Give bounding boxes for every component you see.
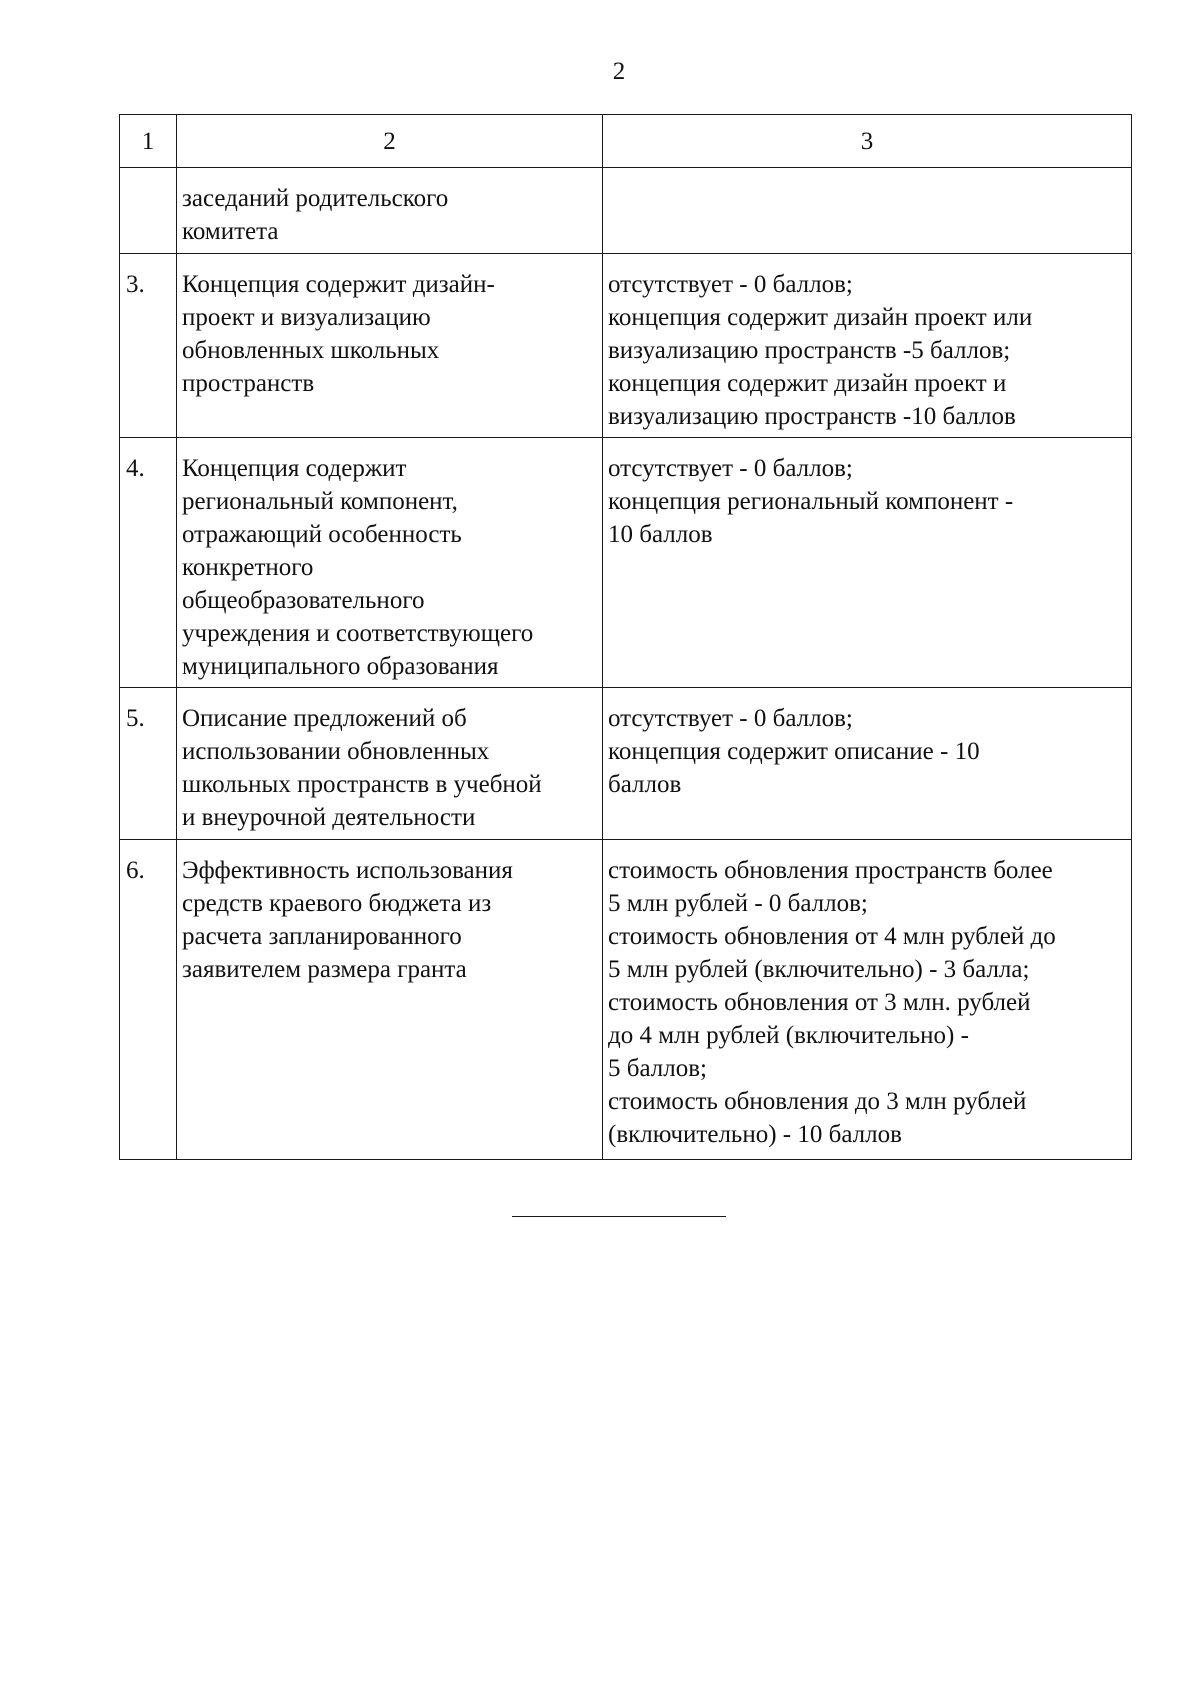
header-col-3: 3	[603, 115, 1132, 168]
row-number: 4.	[120, 438, 177, 688]
criterion-line: проект и визуализацию	[182, 304, 431, 331]
criterion-line: конкретного	[182, 554, 314, 581]
criteria-table	[119, 114, 1132, 1160]
scoring-line: стоимость обновления от 4 млн рублей до	[608, 923, 1056, 950]
table-header-row	[120, 115, 1132, 168]
criterion-line: пространств	[182, 370, 315, 397]
criterion-line: расчета запланированного	[182, 923, 462, 950]
row-number: 6.	[120, 840, 177, 1160]
criterion-line: комитета	[182, 218, 279, 245]
scoring-line: концепция содержит дизайн проект или	[608, 304, 1033, 331]
criterion-line: использовании обновленных	[182, 738, 490, 765]
criterion-cell	[177, 254, 603, 438]
criterion-line: Концепция содержит дизайн-	[182, 271, 495, 298]
scoring-line: концепция содержит описание - 10	[608, 738, 980, 765]
page-number: 2	[612, 58, 626, 85]
scoring-line: 5 баллов;	[608, 1055, 707, 1082]
table-row	[120, 840, 1132, 1160]
table-row	[120, 438, 1132, 688]
end-of-document-rule	[512, 1216, 726, 1217]
scoring-cell	[603, 254, 1132, 438]
criterion-line: школьных пространств в учебной	[182, 771, 542, 798]
criterion-line: региональный компонент,	[182, 488, 458, 515]
scoring-line: отсутствует - 0 баллов;	[608, 705, 853, 732]
scoring-line: визуализацию пространств -5 баллов;	[608, 337, 1011, 364]
scoring-line: визуализацию пространств -10 баллов	[608, 403, 1016, 430]
scoring-cell	[603, 840, 1132, 1160]
criterion-cell	[177, 438, 603, 688]
scoring-line: стоимость обновления от 3 млн. рублей	[608, 989, 1031, 1016]
criterion-line: отражающий особенность	[182, 521, 462, 548]
scoring-cell	[603, 168, 1132, 254]
scoring-line: концепция содержит дизайн проект и	[608, 370, 1007, 397]
criterion-cell	[177, 688, 603, 840]
row-number: 5.	[120, 688, 177, 840]
criterion-line: Эффективность использования	[182, 857, 513, 884]
scoring-line: стоимость обновления до 3 млн рублей	[608, 1088, 1027, 1115]
scoring-line: отсутствует - 0 баллов;	[608, 271, 853, 298]
scoring-line: 10 баллов	[608, 521, 713, 548]
row-number: 3.	[120, 254, 177, 438]
header-col-1: 1	[120, 115, 177, 168]
criterion-line: средств краевого бюджета из	[182, 890, 492, 917]
criterion-line: учреждения и соответствующего	[182, 620, 534, 647]
criterion-line: общеобразовательного	[182, 587, 425, 614]
criterion-line: Концепция содержит	[182, 455, 407, 482]
table-row	[120, 168, 1132, 254]
scoring-line: (включительно) - 10 баллов	[608, 1121, 902, 1148]
scoring-line: концепция региональный компонент -	[608, 488, 1014, 515]
scoring-line: 5 млн рублей (включительно) - 3 балла;	[608, 956, 1030, 983]
criterion-line: заседаний родительского	[182, 185, 449, 212]
scoring-line: отсутствует - 0 баллов;	[608, 455, 853, 482]
header-col-2: 2	[177, 115, 603, 168]
table-row	[120, 254, 1132, 438]
table-row	[120, 688, 1132, 840]
scoring-cell	[603, 438, 1132, 688]
criterion-cell	[177, 168, 603, 254]
criterion-line: заявителем размера гранта	[182, 956, 467, 983]
row-number	[120, 168, 177, 254]
criterion-line: обновленных школьных	[182, 337, 440, 364]
criterion-line: муниципального образования	[182, 653, 499, 680]
criterion-line: Описание предложений об	[182, 705, 467, 732]
scoring-line: баллов	[608, 771, 682, 798]
criterion-cell	[177, 840, 603, 1160]
scoring-line: 5 млн рублей - 0 баллов;	[608, 890, 868, 917]
scoring-line: стоимость обновления пространств более	[608, 857, 1053, 884]
scoring-line: до 4 млн рублей (включительно) -	[608, 1022, 969, 1049]
criterion-line: и внеурочной деятельности	[182, 804, 476, 831]
scoring-cell	[603, 688, 1132, 840]
